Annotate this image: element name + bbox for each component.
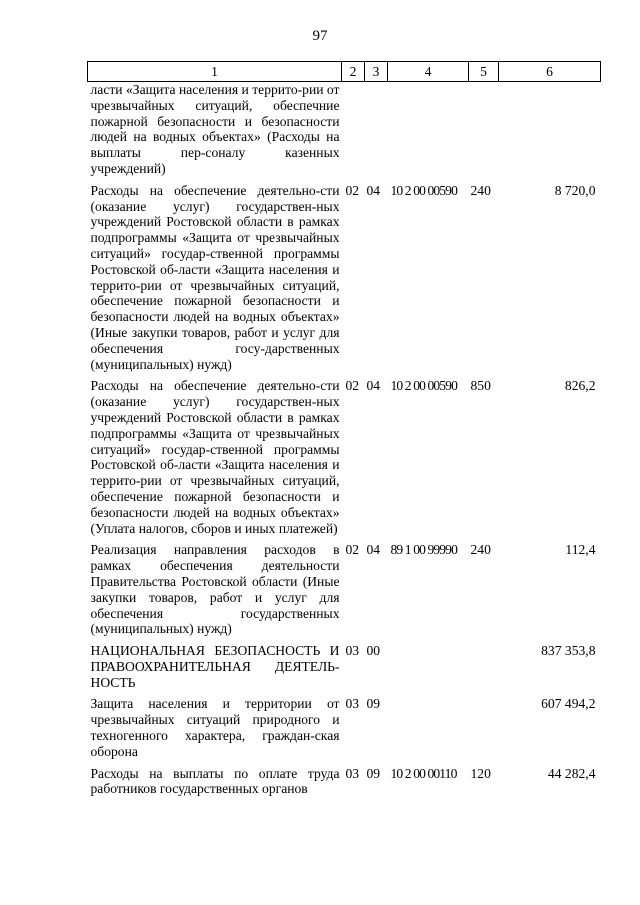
row-subsection: 04 [366,542,381,558]
row-description: НАЦИОНАЛЬНАЯ БЕЗОПАСНОСТЬ И ПРАВООХРАНИТЕЛЬНАЯ ДЕЯТЕЛЬ-НОСТЬ [90,643,340,690]
table-row [88,696,601,765]
row-sum: 112,4 [565,542,596,558]
row-section: 02 [345,378,360,394]
row-section [342,82,365,183]
row-target-article: 89 1 00 99990 [390,542,457,558]
row-expense-type: 240 [470,182,491,198]
table-row [88,378,601,542]
row-expense-type: 850 [470,378,491,394]
row-description: Расходы на обеспечение деятельно-сти (оказание услуг) государствен-ных учреждений Ростовской области в рамках подпрограммы «Защита от чрезвычайных ситуаций» государ-ственной программы Ростовской об-ласти «Защита населения и террито-рии от чрезвычайных ситуаций, обеспечение пожарной безопасности и безопасности людей на водных объектах» (Иные закупки товаров, работ и услуг для обеспечения госу-дарственных (муниципальных) нужд) [90,182,340,372]
row-section: 03 [345,696,360,712]
row-sum: 8 720,0 [554,182,596,198]
col-header-6: 6 [499,62,601,82]
row-description: Расходы на обеспечение деятельно-сти (оказание услуг) государствен-ных учреждений Ростовской области в рамках подпрограммы «Защита от чрезвычайных ситуаций» государ-ственной программы Ростовской об-ласти «Защита населения и террито-рии от чрезвычайных ситуаций, обеспечение пожарной безопасности и безопасности людей на водных объектах» (Уплата налогов, сборов и иных платежей) [90,378,340,536]
col-header-4: 4 [388,62,469,82]
budget-table [87,61,601,803]
row-subsection: 00 [366,643,381,659]
row-expense-type [469,643,499,696]
row-description: Защита населения и территории от чрезвычайных ситуаций природного и техногенного характера, граждан-ская оборона [90,696,340,759]
page-number: 97 [312,28,328,44]
row-subsection: 04 [366,378,381,394]
table-row [88,766,601,804]
row-subsection [365,82,388,183]
row-description: Реализация направления расходов в рамках обеспечения деятельности Правительства Ростовской области (Иные закупки товаров, работ и услуг для обеспечения государственных (муниципальных) нужд) [90,542,340,637]
row-expense-type [469,82,499,183]
row-subsection: 04 [366,182,381,198]
table-row [88,643,601,696]
header-row [88,62,601,82]
row-target-article [388,643,469,696]
table-row [88,82,601,183]
row-section: 03 [345,643,360,659]
row-sum: 826,2 [564,378,596,394]
row-target-article [388,696,469,765]
col-header-5: 5 [469,62,499,82]
row-subsection: 09 [366,696,381,712]
row-target-article: 10 2 00 00590 [390,182,457,198]
row-section: 03 [345,765,360,781]
row-target-article: 10 2 00 00590 [390,378,457,394]
row-expense-type: 120 [470,765,491,781]
row-subsection: 09 [366,765,381,781]
row-description: ласти «Защита населения и террито-рии от чрезвычайных ситуаций, обеспечние пожарной безопасности и безопасности людей на водных объектах» (Расходы на выплаты пер-соналу казенных учреждений) [90,82,340,176]
row-expense-type [469,696,499,765]
row-target-article [388,82,469,183]
row-target-article: 10 2 00 00110 [390,765,457,781]
col-header-2: 2 [342,62,365,82]
row-description: Расходы на выплаты по оплате труда работников государственных органов [90,765,340,797]
row-section: 02 [345,542,360,558]
table-row [88,183,601,379]
row-sum [499,82,601,183]
row-sum: 44 282,4 [547,765,596,781]
table-row [88,542,601,643]
row-sum: 837 353,8 [541,643,596,659]
row-expense-type: 240 [470,542,491,558]
col-header-1: 1 [88,62,342,82]
col-header-3: 3 [365,62,388,82]
row-sum: 607 494,2 [541,696,596,712]
row-section: 02 [345,182,360,198]
